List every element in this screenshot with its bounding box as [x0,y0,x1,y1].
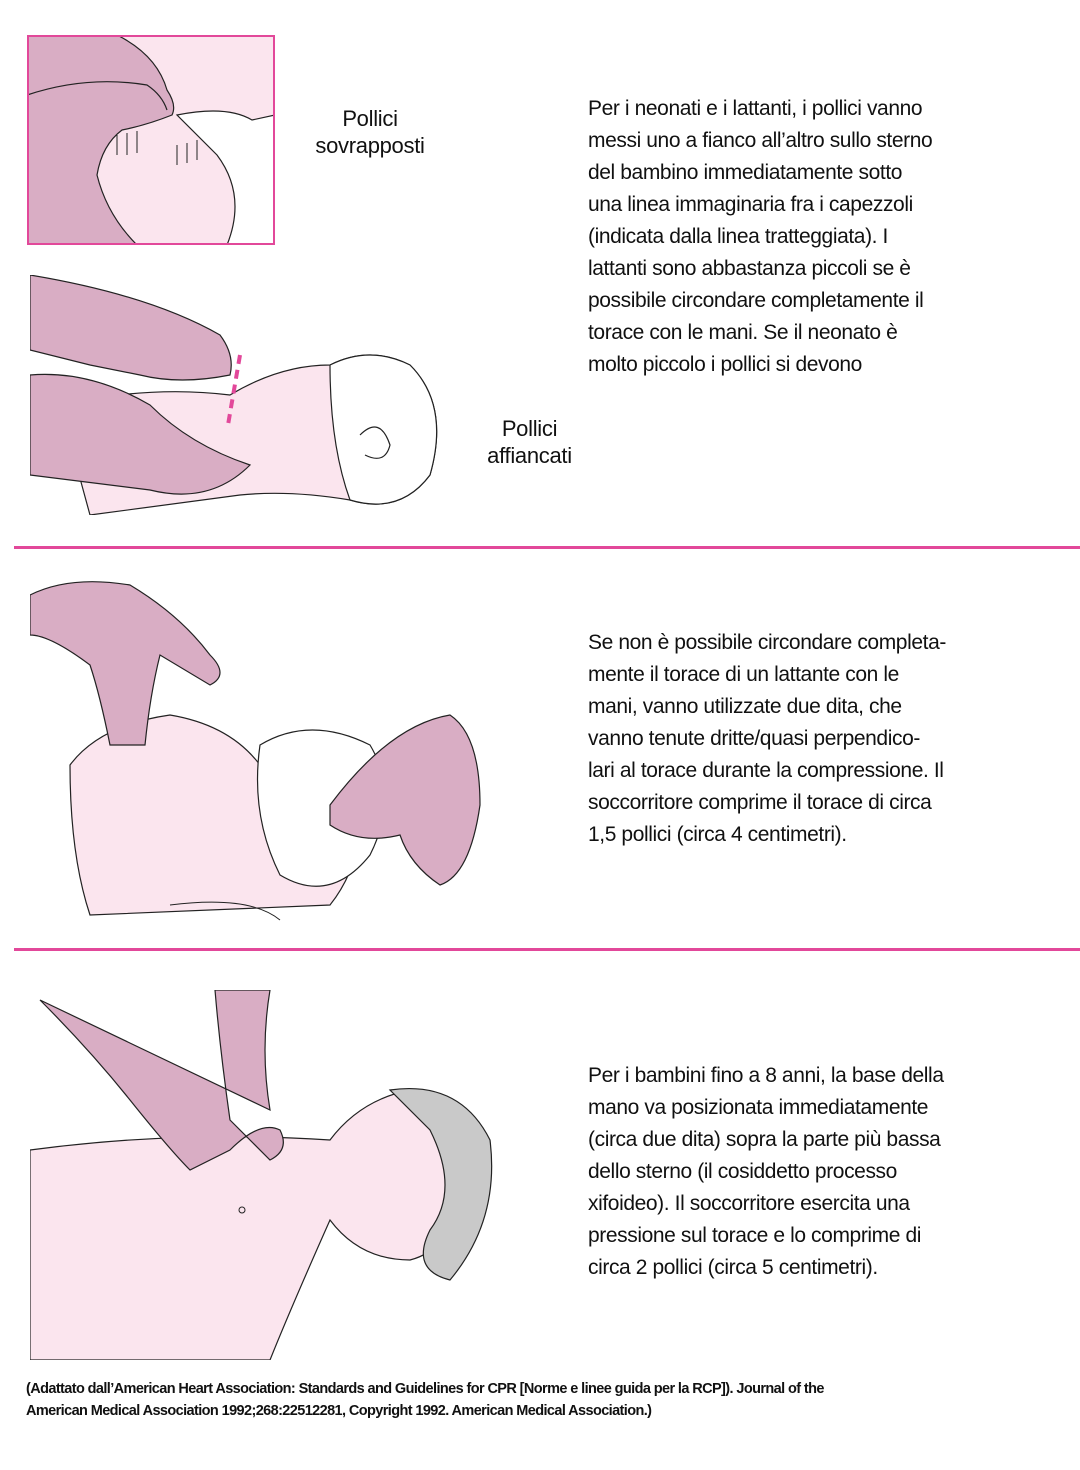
text-line: 1,5 pollici (circa 4 centimetri). [588,823,847,846]
text-line: Per i neonati e i lattanti, i pollici vanno [588,97,923,120]
text-line: lari al torace durante la compressione. Il [588,759,944,782]
text-line: circa 2 pollici (circa 5 centimetri). [588,1256,878,1279]
text-line: mente il torace di un lattante con le [588,663,899,686]
text-line: Se non è possibile circondare completa- [588,631,946,654]
text-line: molto piccolo i pollici si devono [588,353,862,376]
text-line: del bambino immediatamente sotto [588,161,903,184]
text-line: una linea immaginaria fra i capezzoli [588,193,913,216]
text-child-heel-of-hand [588,1060,944,1284]
illustration-thumbs-overlapping [27,35,275,245]
text-line: torace con le mani. Se il neonato è [588,321,898,344]
text-line: lattanti sono abbastanza piccoli se è [588,257,911,280]
text-line: soccorritore comprime il torace di circa [588,791,932,814]
credit-line: (Adattato dall’American Heart Association: Standards and Guidelines for CPR [Norme e linee guida per la RCP]). Journal of the [26,1381,824,1397]
label-thumbs-side-by-side [462,415,597,469]
text-line: messi uno a fianco all’altro sullo sterno [588,129,933,152]
label-line: Pollici [501,416,558,441]
text-line: Per i bambini fino a 8 anni, la base della [588,1064,944,1087]
divider [14,546,1080,549]
illustration-thumbs-side-by-side [30,275,450,515]
credit-line: American Medical Association 1992;268:22512281, Copyright 1992. American Medical Association.) [26,1403,652,1419]
text-line: (circa due dita) sopra la parte più bassa [588,1128,941,1151]
text-line: vanno tenute dritte/quasi perpendico- [588,727,920,750]
source-credit [26,1378,824,1422]
label-thumbs-overlapping [300,105,440,159]
text-two-fingers [588,627,946,851]
label-line: affiancati [487,443,572,468]
illustration-heel-of-hand [30,990,510,1360]
text-line: (indicata dalla linea tratteggiata). I [588,225,888,248]
text-line: dello sterno (il cosiddetto processo [588,1160,897,1183]
label-line: sovrapposti [315,133,425,158]
text-line: pressione sul torace e lo comprime di [588,1224,922,1247]
text-line: xifoideo). Il soccorritore esercita una [588,1192,910,1215]
text-newborn-thumbs [588,93,932,381]
label-line: Pollici [342,106,398,131]
illustration-two-fingers [30,575,490,925]
divider [14,948,1080,951]
text-line: mano va posizionata immediatamente [588,1096,929,1119]
text-line: possibile circondare completamente il [588,289,924,312]
text-line: mani, vanno utilizzate due dita, che [588,695,902,718]
